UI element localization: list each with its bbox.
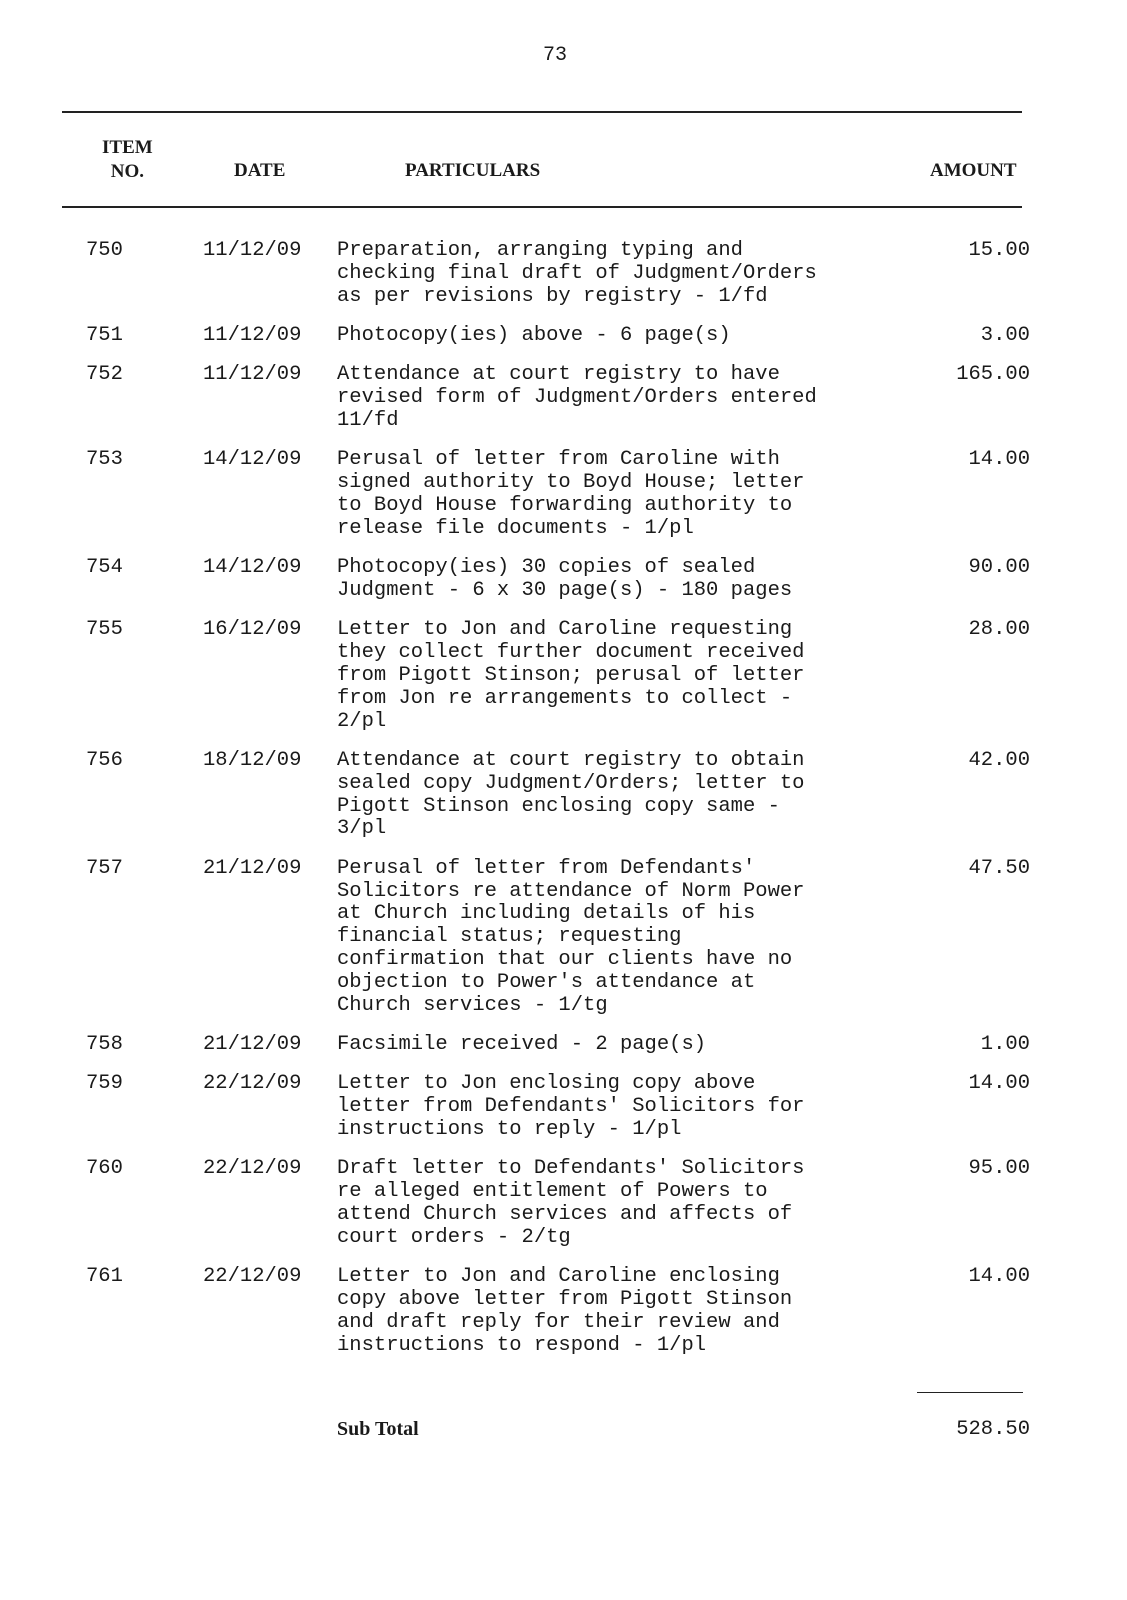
row-date: 16/12/09: [203, 618, 302, 642]
row-particulars: Attendance at court registry to obtain sealed copy Judgment/Orders; letter to Pigott Stinson enclosing copy same - 3/pl: [337, 749, 805, 841]
ledger-row: [0, 1266, 1127, 1357]
row-amount: 15.00: [968, 239, 1030, 262]
row-item-no: 753: [86, 448, 123, 472]
row-item-no: 755: [86, 618, 123, 642]
row-particulars: Perusal of letter from Caroline with signed authority to Boyd House; letter to Boyd House forwarding authority to release file documents - 1/pl: [337, 448, 805, 540]
ledger-row: [0, 1158, 1127, 1249]
row-amount: 3.00: [980, 324, 1030, 347]
row-amount: 165.00: [956, 363, 1030, 387]
subtotal-amount: 528.50: [956, 1418, 1030, 1441]
row-particulars: Photocopy(ies) above - 6 page(s): [337, 324, 731, 347]
ledger-row: [0, 1073, 1127, 1141]
row-item-no: 757: [86, 856, 123, 880]
ledger-row: [0, 858, 1127, 1018]
row-amount: 14.00: [968, 1265, 1030, 1289]
row-amount: 1.00: [980, 1033, 1030, 1056]
table-header: [0, 136, 1127, 192]
row-particulars: Draft letter to Defendants' Solicitors re alleged entitlement of Powers to attend Church services and affects of court orders - 2/tg: [337, 1157, 805, 1249]
row-amount: 47.50: [968, 856, 1030, 880]
row-item-no: 759: [86, 1072, 123, 1096]
header-particulars: PARTICULARS: [405, 160, 541, 181]
row-date: 22/12/09: [203, 1265, 302, 1289]
row-item-no: 754: [86, 556, 123, 580]
row-particulars: Letter to Jon enclosing copy above letter from Defendants' Solicitors for instructions to reply - 1/pl: [337, 1072, 805, 1141]
row-amount: 14.00: [968, 1072, 1030, 1096]
ledger-row: [0, 325, 1127, 348]
row-particulars: Facsimile received - 2 page(s): [337, 1033, 707, 1056]
header-bottom-rule: [62, 206, 1022, 208]
header-amount: AMOUNT: [930, 160, 1017, 181]
row-item-no: 752: [86, 363, 123, 387]
row-amount: 95.00: [968, 1157, 1030, 1181]
row-date: 22/12/09: [203, 1072, 302, 1096]
row-particulars: Preparation, arranging typing and checking final draft of Judgment/Orders as per revisions by registry - 1/fd: [337, 239, 817, 308]
header-date: DATE: [234, 160, 286, 181]
ledger-row: [0, 750, 1127, 841]
row-amount: 28.00: [968, 618, 1030, 642]
row-amount: 14.00: [968, 448, 1030, 472]
row-particulars: Letter to Jon and Caroline requesting they collect further document received from Pigott Stinson; perusal of letter from Jon re arrangements to collect - 2/pl: [337, 618, 805, 733]
subtotal-label: Sub Total: [337, 1418, 419, 1440]
row-date: 11/12/09: [203, 363, 302, 387]
ledger-row: [0, 619, 1127, 733]
row-amount: 42.00: [968, 749, 1030, 772]
subtotal-rule: [917, 1392, 1023, 1393]
row-item-no: 758: [86, 1033, 123, 1056]
ledger-row: [0, 1034, 1127, 1057]
ledger-row: [0, 557, 1127, 603]
row-particulars: Letter to Jon and Caroline enclosing copy above letter from Pigott Stinson and draft reply for their review and instructions to respond - 1/pl: [337, 1265, 793, 1357]
row-date: 21/12/09: [203, 856, 302, 880]
row-item-no: 751: [86, 324, 123, 347]
row-date: 14/12/09: [203, 556, 302, 580]
row-date: 14/12/09: [203, 448, 302, 472]
header-item-line2: NO.: [110, 161, 144, 182]
row-date: 11/12/09: [203, 239, 302, 262]
row-item-no: 750: [86, 239, 123, 262]
row-item-no: 761: [86, 1265, 123, 1289]
row-item-no: 760: [86, 1157, 123, 1181]
row-amount: 90.00: [968, 556, 1030, 580]
row-date: 21/12/09: [203, 1033, 302, 1056]
row-date: 11/12/09: [203, 324, 302, 347]
header-item-line1: ITEM: [102, 137, 153, 158]
page-number: 73: [542, 44, 567, 67]
row-date: 18/12/09: [203, 749, 302, 772]
header-top-rule: [62, 111, 1022, 113]
row-particulars: Perusal of letter from Defendants' Solicitors re attendance of Norm Power at Church including details of his financial status; requesting confirmation that our clients have no objection to Power's attendance at Church services - 1/tg: [337, 856, 805, 1017]
row-particulars: Attendance at court registry to have revised form of Judgment/Orders entered 11/fd: [337, 363, 817, 432]
header-item-no: [102, 136, 153, 184]
row-date: 22/12/09: [203, 1157, 302, 1181]
ledger-row: [0, 364, 1127, 432]
ledger-row: [0, 449, 1127, 540]
row-item-no: 756: [86, 749, 123, 772]
ledger-row: [0, 240, 1127, 308]
row-particulars: Photocopy(ies) 30 copies of sealed Judgment - 6 x 30 page(s) - 180 pages: [337, 556, 793, 602]
